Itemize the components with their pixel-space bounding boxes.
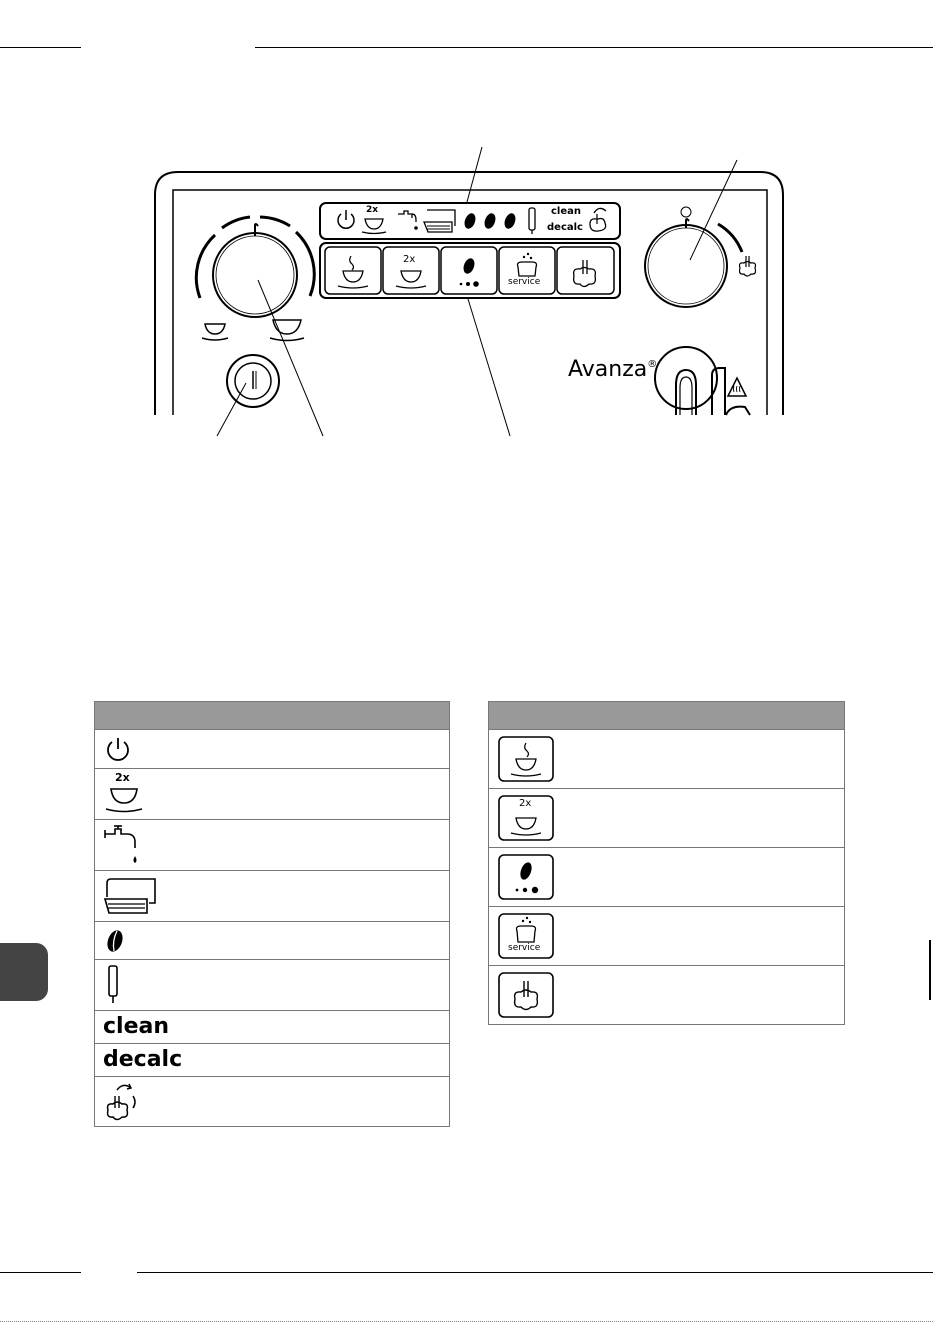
display-symbol-table [94,701,450,1127]
display-symbol-table-header [95,702,450,730]
small-cup-icon [202,324,228,340]
table-row [489,848,845,907]
panel-single-cup-icon [338,256,368,288]
display-bean-icons [463,212,518,230]
aroma-strength-button-icon [497,853,555,901]
bottom-rule-right [137,1272,933,1273]
chapter-tab [0,943,48,1001]
steam-button-icon [497,971,555,1019]
single-cup-button-icon [497,735,555,783]
bottom-dotted-edge [0,1321,933,1322]
panel-service-icon [518,253,537,276]
right-dial-icon [645,207,742,307]
button-symbol-table-header [489,702,845,730]
button-2x-label: 2x [403,254,416,265]
control-panel-illustration [0,0,933,460]
double-cup-button-label: 2x [519,798,532,809]
hot-warning-icon [728,378,746,396]
table-row [95,769,450,820]
right-margin-mark [929,940,931,1000]
power-icon [103,734,133,764]
panel-double-cup-icon [396,271,426,288]
display-drip-tray-icon [424,210,455,232]
panel-steam-icon [574,260,596,287]
double-cup-label: 2x [115,771,130,784]
table-row [95,871,450,922]
display-tap-icon [398,211,418,230]
display-decalc-label: decalc [547,222,583,233]
table-row [95,1011,450,1044]
clean-word: clean [103,1014,170,1039]
coffee-bean-icon [103,926,127,956]
table-row [95,1044,450,1077]
panel-aroma-icon [460,257,479,287]
water-tap-icon [103,822,143,868]
table-row [489,907,845,966]
table-row [489,789,845,848]
main-switch-icon [227,355,279,407]
table-row [489,730,845,789]
drip-tray-icon [103,873,159,919]
water-filter-icon [103,963,123,1007]
button-symbol-table [488,701,845,1025]
table-row [95,960,450,1011]
display-power-icon [338,210,354,228]
display-2x-label: 2x [366,205,379,215]
left-dial-icon [196,217,314,317]
display-steam-rotate-icon [590,208,606,231]
brand-name: Avanza® [568,357,658,382]
steam-rotate-icon [103,1080,143,1124]
table-row [95,1077,450,1127]
button-service-label: service [508,277,541,287]
large-cup-icon [270,320,304,341]
bottom-rule-left [0,1272,81,1273]
display-clean-label: clean [551,206,582,217]
service-button-label: service [508,943,541,953]
brand-registered-mark: ® [647,359,658,370]
display-double-cup-icon [362,219,386,234]
display-filter-icon [529,208,535,234]
table-row [95,820,450,871]
right-steam-icon [740,256,756,276]
table-row [95,922,450,960]
table-row [95,730,450,769]
table-row [489,966,845,1025]
decalc-word: decalc [103,1047,183,1072]
